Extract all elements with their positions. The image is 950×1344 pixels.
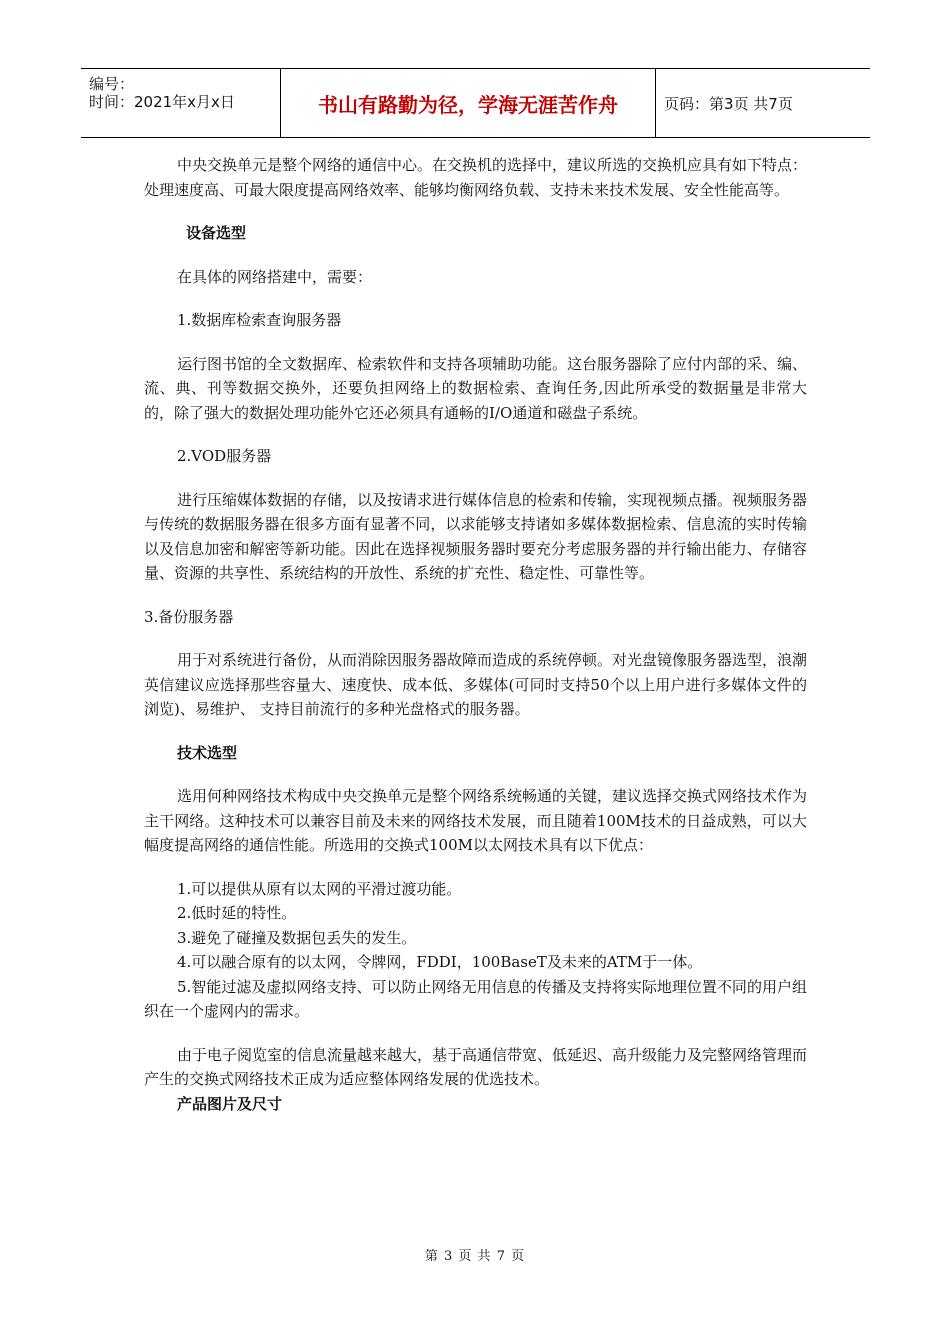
paragraph-intro: 中央交换单元是整个网络的通信中心。在交换机的选择中，建议所选的交换机应具有如下特点：处理速度高、可最大限度提高网络效率、能够均衡网络负载、支持未来技术发展、安全性能高等。 xyxy=(144,156,808,199)
paragraph-needs: 在具体的网络搭建中，需要： xyxy=(177,267,373,286)
page-footer: 第 3 页 共 7 页 xyxy=(424,1249,526,1264)
header-page-label: 页码：第3页 共7页 xyxy=(664,94,793,113)
heading-equipment: 设备选型 xyxy=(186,224,247,242)
list-item: 1.可以提供从原有以太网的平滑过渡功能。 xyxy=(177,879,462,898)
page-header xyxy=(81,68,870,138)
doc-number-label: 编号： xyxy=(89,75,135,93)
list-item: 5.智能过滤及虚拟网络支持、可以防止网络无用信息的传播及支持将实际地理位置不同的用户组织在一个虚网内的需求。 xyxy=(144,977,807,1020)
item3-title: 3.备份服务器 xyxy=(144,607,234,626)
list-item: 3.避免了碰撞及数据包丢失的发生。 xyxy=(177,928,417,947)
paragraph-technology: 选用何种网络技术构成中央交换单元是整个网络系统畅通的关键，建议选择交换式网络技术作为主干网络。这种技术可以兼容目前及未来的网络技术发展，而且随着100M技术的日益成熟，可以大幅度提高网络的通信性能。所选用的交换式100M以太网技术具有以下优点： xyxy=(144,787,808,854)
document-body xyxy=(144,153,807,1116)
item2-text: 进行压缩媒体数据的存储，以及按请求进行媒体信息的检索和传输，实现视频点播。视频服务器与传统的数据服务器在很多方面有显著不同，以求能够支持诸如多媒体数据检索、信息流的实时传输以及信息加密和解密等新功能。因此在选择视频服务器时要充分考虑服务器的并行输出能力、存储容量、资源的共享性、系统结构的开放性、系统的扩充性、稳定性、可靠性等。 xyxy=(144,490,808,582)
header-meta xyxy=(81,69,281,137)
item3-text: 用于对系统进行备份，从而消除因服务器故障而造成的系统停顿。对光盘镜像服务器选型，浪潮英信建议应选择那些容量大、速度快、成本低、多媒体(可同时支持50个以上用户进行多媒体文件的浏览)、易维护、 支持目前流行的多种光盘格式的服务器。 xyxy=(144,651,808,718)
paragraph-conclusion: 由于电子阅览室的信息流量越来越大，基于高通信带宽、低延迟、高升级能力及完整网络管理而产生的交换式网络技术正成为适应整体网络发展的优选技术。 xyxy=(144,1045,808,1088)
list-item: 2.低时延的特性。 xyxy=(177,904,297,922)
item2-title: 2.VOD服务器 xyxy=(177,447,272,465)
item1-title: 1.数据库检索查询服务器 xyxy=(177,311,342,329)
heading-technology: 技术选型 xyxy=(177,743,238,762)
advantages-list xyxy=(144,877,807,1024)
list-item: 4.可以融合原有的以太网，令牌网，FDDI，100BaseT及未来的ATM于一体。 xyxy=(177,953,703,971)
header-motto: 书山有路勤为径，学海无涯苦作舟 xyxy=(281,69,656,137)
doc-time-label: 时间：2021年x月x日 xyxy=(89,93,235,111)
item1-text: 运行图书馆的全文数据库、检索软件和支持各项辅助功能。这台服务器除了应付内部的采、编、流、典、刊等数据交换外，还要负担网络上的数据检索、查询任务,因此所承受的数据量是非常大的，除了强大的数据处理功能外它还必须具有通畅的I/O通道和磁盘子系统。 xyxy=(144,354,808,422)
heading-product-images: 产品图片及尺寸 xyxy=(177,1094,283,1113)
